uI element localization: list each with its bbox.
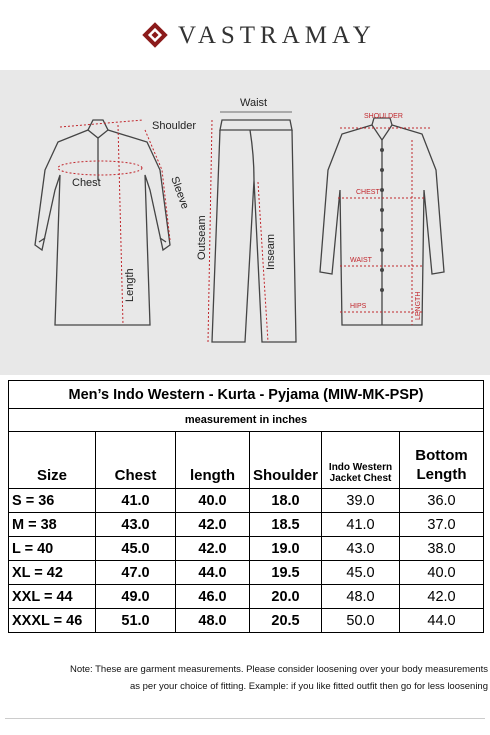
table-header-row — [9, 432, 484, 489]
jacket-shoulder-label: SHOULDER — [364, 113, 403, 120]
chest-cell: 43.0 — [96, 513, 176, 537]
jacket-waist-label: WAIST — [350, 257, 372, 264]
table-row — [9, 609, 484, 633]
kurta-shoulder-label: Shoulder — [152, 120, 197, 132]
bottom-length-cell: 42.0 — [400, 585, 484, 609]
table-row — [9, 537, 484, 561]
shoulder-cell: 20.5 — [250, 609, 322, 633]
shoulder-cell: 20.0 — [250, 585, 322, 609]
chest-cell: 49.0 — [96, 585, 176, 609]
size-cell: M = 38 — [9, 513, 96, 537]
length-cell: 40.0 — [176, 489, 250, 513]
jacket-chest-cell: 50.0 — [322, 609, 400, 633]
header-jacket-line1: Indo Western — [328, 462, 393, 473]
pyjama-waist-label: Waist — [240, 97, 268, 109]
header-jacket-line2: Jacket Chest — [329, 473, 392, 484]
shoulder-cell: 19.5 — [250, 561, 322, 585]
size-cell: L = 40 — [9, 537, 96, 561]
jacket-chest-cell: 45.0 — [322, 561, 400, 585]
note-line-2: as per your choice of fitting. Example: if you like fitted outfit then go for less loosening — [129, 681, 488, 692]
kurta-chest-label: Chest — [72, 177, 101, 189]
garment-measurement-illustration — [0, 70, 490, 375]
shoulder-cell: 19.0 — [250, 537, 322, 561]
jacket-length-label: LENGTH — [415, 291, 422, 320]
jacket-chest-label: CHEST — [356, 189, 380, 196]
header — [0, 0, 490, 70]
header-chest: Chest — [96, 432, 176, 489]
kurta-sleeve-label: Sleeve — [168, 174, 191, 211]
fitting-note — [0, 661, 490, 695]
header-bottom-length — [400, 432, 484, 489]
table-row — [9, 489, 484, 513]
length-cell: 46.0 — [176, 585, 250, 609]
size-cell: XXL = 44 — [9, 585, 96, 609]
kurta-measure-lines — [58, 120, 170, 325]
size-chart — [8, 380, 483, 633]
pyjama-drawing — [212, 120, 296, 342]
jacket-chest-cell: 39.0 — [322, 489, 400, 513]
header-length: length — [176, 432, 250, 489]
size-cell: XL = 42 — [9, 561, 96, 585]
table-subtitle-row — [9, 409, 484, 432]
chest-cell: 41.0 — [96, 489, 176, 513]
pyjama-measure-lines — [208, 120, 268, 342]
chest-cell: 47.0 — [96, 561, 176, 585]
length-cell: 42.0 — [176, 537, 250, 561]
jacket-chest-cell: 48.0 — [322, 585, 400, 609]
note-line-1: Note: These are garment measurements. Please consider loosening over your body measurements — [69, 664, 488, 675]
brand-name: VASTRAMAY — [178, 22, 376, 49]
brand-logo-icon — [140, 20, 170, 50]
jacket-chest-cell: 43.0 — [322, 537, 400, 561]
table-title-row — [9, 381, 484, 409]
table-subtitle: measurement in inches — [9, 409, 484, 432]
bottom-length-cell: 38.0 — [400, 537, 484, 561]
garment-diagram — [0, 70, 490, 375]
pyjama-inseam-label: Inseam — [265, 233, 277, 270]
header-bottom-line1: Bottom — [415, 447, 468, 464]
table-row — [9, 513, 484, 537]
shoulder-cell: 18.5 — [250, 513, 322, 537]
bottom-length-cell: 40.0 — [400, 561, 484, 585]
jacket-hips-label: HIPS — [350, 303, 367, 310]
table-row — [9, 585, 484, 609]
size-chart-table — [8, 380, 484, 633]
length-cell: 48.0 — [176, 609, 250, 633]
header-size: Size — [9, 432, 96, 489]
header-bottom-line2: Length — [416, 466, 467, 483]
size-cell: XXXL = 46 — [9, 609, 96, 633]
table-title: Men’s Indo Western - Kurta - Pyjama (MIW-MK-PSP) — [9, 381, 484, 409]
kurta-drawing — [35, 120, 170, 325]
chest-cell: 45.0 — [96, 537, 176, 561]
size-cell: S = 36 — [9, 489, 96, 513]
pyjama-outseam-label: Outseam — [196, 215, 208, 260]
kurta-length-label: Length — [124, 268, 136, 302]
chest-cell: 51.0 — [96, 609, 176, 633]
length-cell: 44.0 — [176, 561, 250, 585]
jacket-chest-cell: 41.0 — [322, 513, 400, 537]
header-jacket-chest — [322, 432, 400, 489]
shoulder-cell: 18.0 — [250, 489, 322, 513]
table-row — [9, 561, 484, 585]
bottom-length-cell: 44.0 — [400, 609, 484, 633]
length-cell: 42.0 — [176, 513, 250, 537]
header-shoulder: Shoulder — [250, 432, 322, 489]
bottom-length-cell: 36.0 — [400, 489, 484, 513]
bottom-length-cell: 37.0 — [400, 513, 484, 537]
footer-divider — [5, 718, 485, 719]
